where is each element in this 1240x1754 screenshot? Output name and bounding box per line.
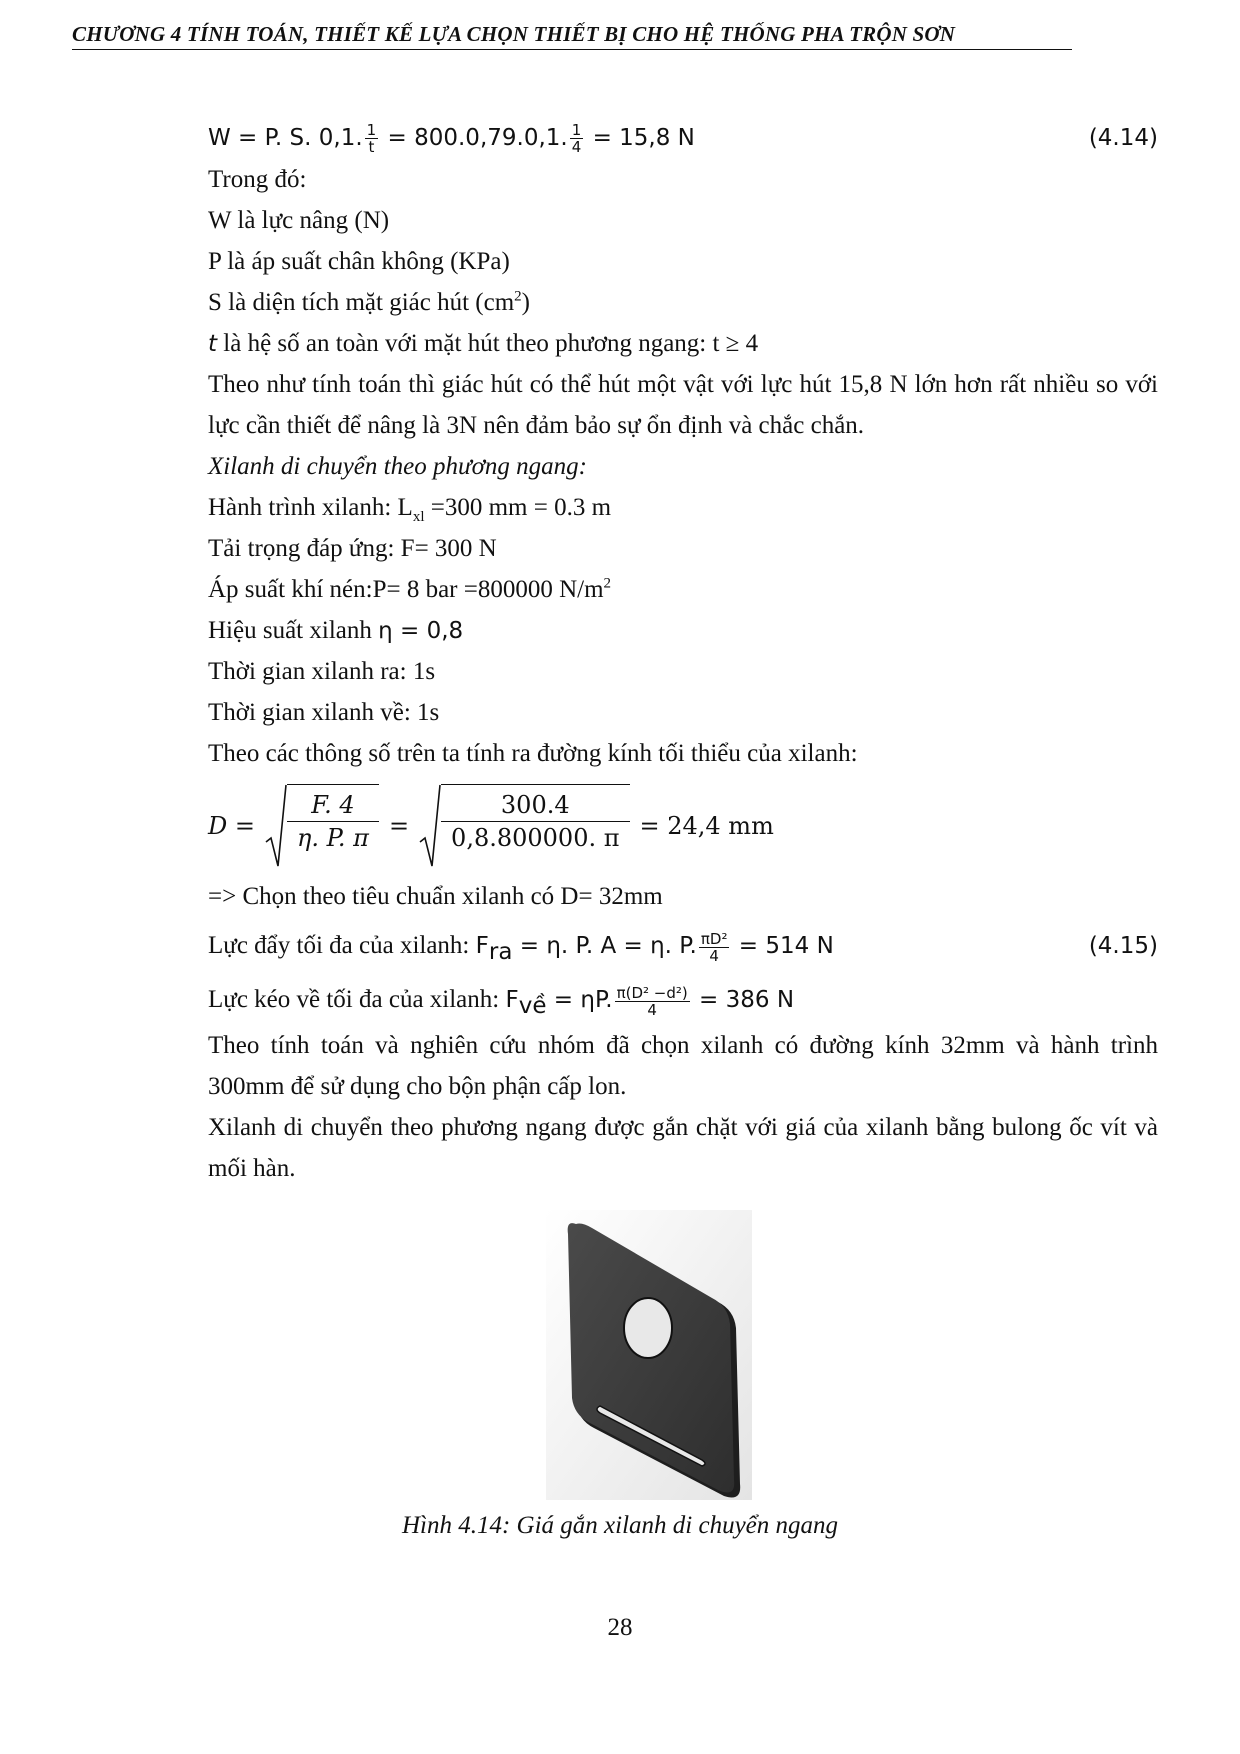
square-root-2: [419, 784, 629, 868]
equation-mid: = η. P. A = η. P.: [512, 933, 697, 959]
header-underline: [72, 49, 1072, 50]
text-line: P là áp suất chân không (KPa): [208, 248, 510, 275]
figure-caption: Hình 4.14: Giá gắn xilanh di chuyển ngang: [401, 1512, 839, 1539]
page-number: 28: [607, 1614, 633, 1641]
efficiency-value: η = 0,8: [378, 618, 464, 644]
text-span: Hành trình xilanh: L: [208, 494, 413, 521]
equation-number: (4.15): [1088, 933, 1158, 959]
eq-4-14-mid: = 800.0,79.0,1.: [380, 125, 568, 151]
force-symbol: F: [505, 987, 519, 1013]
eq-4-14-rhs: = 15,8 N: [585, 125, 695, 151]
subscript: về: [518, 993, 547, 1019]
equals-sign: =: [388, 812, 410, 840]
frac-den: t: [368, 138, 375, 156]
frac-den: 4: [709, 946, 719, 965]
force-symbol: F: [475, 933, 489, 959]
paragraph: Theo như tính toán thì giác hút có thể hút một vật với lực hút 15,8 N lớn hơn rất nhiều so với lực cần thiết để nâng là 3N nên đảm bảo sự ổn định và chắc chắn.: [208, 371, 1158, 439]
equation-number: (4.14): [1088, 125, 1158, 151]
formula-rhs: = 24,4 mm: [639, 812, 774, 840]
frac-den: η. P. π: [296, 824, 369, 852]
text-line: [208, 323, 1158, 364]
page-content: [208, 118, 1158, 1189]
superscript: 2: [603, 575, 612, 592]
text-line: [208, 569, 1158, 610]
frac-den: 0,8.800000. π: [451, 824, 620, 852]
frac-num: 1: [571, 121, 582, 139]
equation-pull-force: [208, 975, 1158, 1025]
equation-label: Lực đẩy tối đa của xilanh:: [208, 932, 476, 959]
fraction: [287, 784, 379, 868]
chapter-header: CHƯƠNG 4 TÍNH TOÁN, THIẾT KẾ LỰA CHỌN THIẾT BỊ CHO HỆ THỐNG PHA TRỘN SƠN: [72, 22, 956, 46]
frac-num: 300.4: [441, 789, 629, 822]
text-span: Hiệu suất xilanh: [208, 617, 379, 644]
text-line: W là lực nâng (N): [208, 207, 390, 234]
text-line: Tải trọng đáp ứng: F= 300 N: [208, 535, 497, 562]
text-span: ): [521, 289, 530, 316]
text-line: Theo các thông số trên ta tính ra đường kính tối thiểu của xilanh:: [208, 740, 858, 767]
frac-num: 1: [366, 121, 377, 139]
square-root-1: [265, 784, 379, 868]
text-line: Trong đó:: [208, 166, 307, 193]
text-line: [208, 610, 1158, 651]
formula-lhs: D =: [208, 812, 255, 840]
radical-sign: [419, 784, 441, 868]
frac-num: πD²: [700, 929, 728, 948]
frac-den: 4: [571, 138, 582, 156]
fraction-1-over-4: [570, 122, 584, 155]
figure-bracket-image: [546, 1210, 752, 1500]
subscript: xl: [412, 509, 425, 525]
radical-sign: [265, 784, 287, 868]
superscript: 2: [514, 288, 522, 305]
paragraph: Theo tính toán và nghiên cứu nhóm đã chọn xilanh có đường kính 32mm và hành trình 300mm để sử dụng cho bộn phận cấp lon.: [208, 1032, 1158, 1100]
fraction: [441, 784, 629, 868]
text-line: [208, 487, 1158, 528]
equation-mid: = ηP.: [546, 987, 613, 1013]
bracket-illustration: [546, 1210, 752, 1500]
fraction-piD2-over-4: [699, 931, 730, 964]
text-line: Thời gian xilanh ra: 1s: [208, 658, 436, 685]
equation-label: Lực kéo về tối đa của xilanh:: [208, 986, 506, 1013]
subscript: ra: [488, 939, 513, 965]
frac-num: F. 4: [287, 789, 379, 822]
frac-num: π(D² −d²): [616, 983, 688, 1002]
text-span: S là diện tích mặt giác hút (cm: [208, 289, 515, 316]
equation-rhs: = 386 N: [691, 987, 795, 1013]
equation-4-15: [208, 917, 1158, 975]
fraction-pull: [615, 985, 690, 1018]
equation-rhs: = 514 N: [731, 933, 834, 959]
text-line: => Chọn theo tiêu chuẩn xilanh có D= 32mm: [208, 883, 663, 910]
eq-4-14-lhs: W = P. S. 0,1.: [208, 125, 363, 151]
frac-den: 4: [647, 1000, 657, 1019]
text-line: [208, 282, 1158, 323]
equation-4-14: [208, 118, 1158, 159]
subheading: Xilanh di chuyển theo phương ngang:: [208, 453, 587, 480]
text-span: =300 mm = 0.3 m: [424, 494, 612, 521]
fraction-1-over-t: [365, 122, 379, 155]
text-span: là hệ số an toàn với mặt hút theo phương ngang: t ≥ 4: [217, 330, 759, 357]
variable-t: t: [208, 331, 218, 357]
paragraph: Xilanh di chuyển theo phương ngang được gắn chặt với giá của xilanh bằng bulong ốc vít và mối hàn.: [208, 1114, 1158, 1182]
text-line: Thời gian xilanh về: 1s: [208, 699, 440, 726]
formula-diameter: [208, 780, 1158, 872]
text-span: Áp suất khí nén:P= 8 bar =800000 N/m: [208, 576, 604, 603]
